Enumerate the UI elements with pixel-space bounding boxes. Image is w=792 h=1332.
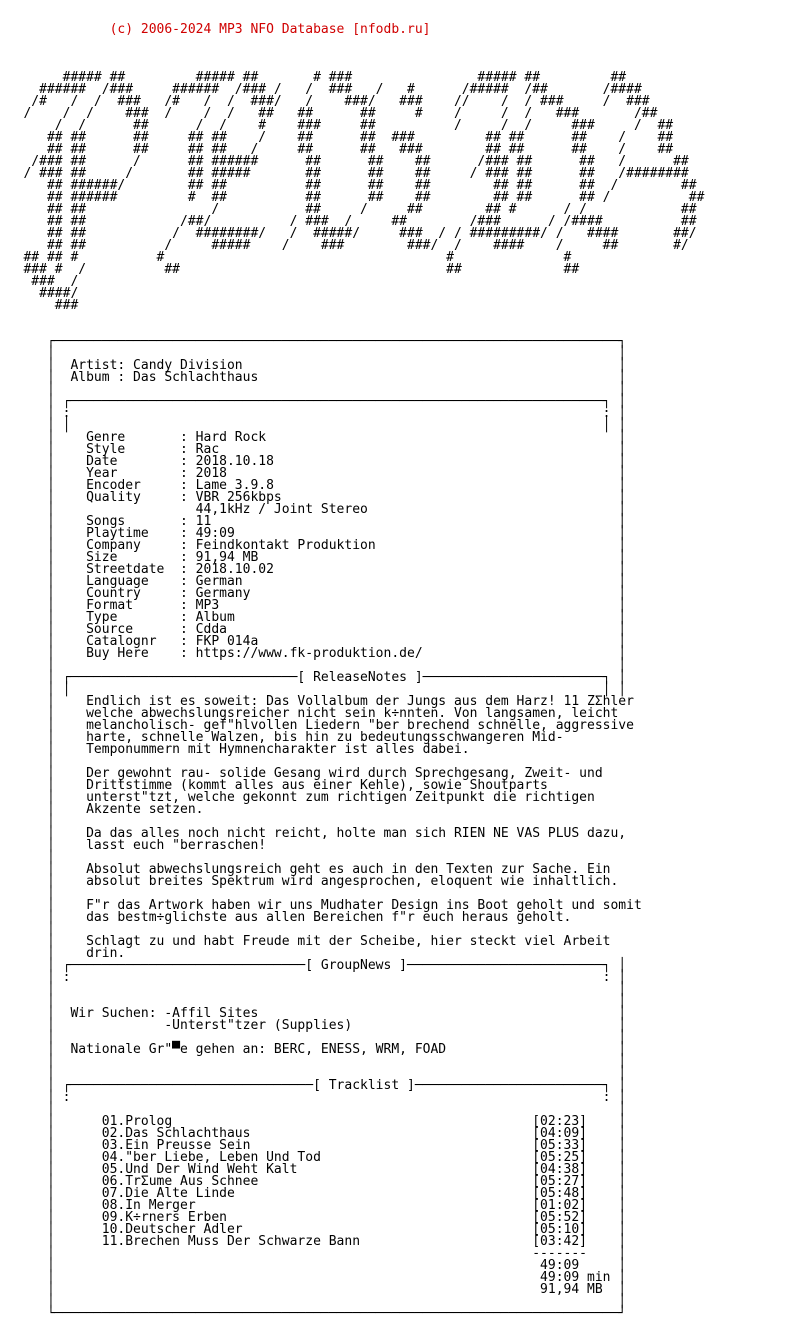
nfo-line: │ Style : Rac │ xyxy=(0,442,627,457)
nfo-line: │ │ xyxy=(0,346,627,361)
nfo-line: │ Temponummern mit Hymnencharakter ist alles dabei. xyxy=(0,742,470,757)
nfo-line: /# / / ### /# / / ###/ / ###/ ### // / / ### / ### xyxy=(0,94,650,109)
nfo-line: │ 04."ber Liebe, Leben Und Tod [05:25] │ xyxy=(0,1150,627,1165)
nfo-line: │ │ xyxy=(0,994,627,1009)
nfo-line xyxy=(0,312,792,324)
nfo-line: ### / xyxy=(0,274,79,289)
nfo-line: │ drin. xyxy=(0,946,126,961)
nfo-line: │ ------- │ xyxy=(0,1246,627,1261)
nfo-line: ## ######/ ## ## ## ## ## ## ## ## / ## xyxy=(0,178,697,193)
nfo-line: │ Wir Suchen: -Affil Sites │ xyxy=(0,1006,627,1021)
nfo-line: │ 02.Das Schlachthaus [04:09] │ xyxy=(0,1126,627,1141)
nfo-line: │ │ xyxy=(0,1030,627,1045)
nfo-line: │ Akzente setzen. xyxy=(0,802,204,817)
nfo-line: ## ## ## ## ## / ## ## ### ## ## ## / ## xyxy=(0,142,674,157)
nfo-line: │ melancholisch- gef"hlvollen Liedern "ber brechend schnelle, aggressive xyxy=(0,718,634,733)
nfo-line: ┌────────────────────────────────────────────────────────────────────────┐ xyxy=(0,334,627,349)
nfo-line: │ Source : Cdda │ xyxy=(0,622,627,637)
nfo-line: │ Type : Album │ xyxy=(0,610,627,625)
nfo-line: │ : : │ xyxy=(0,970,627,985)
nfo-line: ## ## / ########/ / #####/ ### / / #########/ / #### ##/ xyxy=(0,226,697,241)
nfo-line: │ 05.Und Der Wind Weht Kalt [04:38] │ xyxy=(0,1162,627,1177)
nfo-line: │ 91,94 MB │ xyxy=(0,1282,627,1297)
nfo-line: │ Artist: Candy Division │ xyxy=(0,358,627,373)
nfo-line: │ : : │ xyxy=(0,406,627,421)
nfo-line: │ ┌─────────────────────────────[ ReleaseNotes ]───────────────────────┐ │ xyxy=(0,670,627,685)
nfo-line: │ 01.Prolog [02:23] │ xyxy=(0,1114,627,1129)
nfo-line: ##### ## ##### ## # ### ##### ## ## xyxy=(0,70,627,85)
nfo-line: │ │ xyxy=(0,1102,627,1117)
nfo-line: │ Endlich ist es soweit: Das Vollalbum der Jungs aus dem Harz! 11 ZΣhler xyxy=(0,694,634,709)
nfo-line: │ Da das alles noch nicht reicht, holte man sich RIEN NE VAS PLUS dazu, xyxy=(0,826,627,841)
nfo-line: ###### /### ###### /### / / ### / # /##### /## /#### xyxy=(0,82,642,97)
nfo-line: ####/ xyxy=(0,286,79,301)
nfo-line: ## ## / ## / ## ## # / / ## xyxy=(0,202,697,217)
nfo-line: │ │ xyxy=(0,982,627,997)
nfo-line: │ │ │ │ xyxy=(0,682,627,697)
nfo-line: │ Drittstimme (kommt alles aus einer Kehle), sowie Shoutparts xyxy=(0,778,548,793)
nfo-line: │ Schlagt zu und habt Freude mit der Scheibe, hier steckt viel Arbeit xyxy=(0,934,611,949)
nfo-line: │ Catalognr : FKP 014a │ xyxy=(0,634,627,649)
nfo-line: │ │ │ │ xyxy=(0,418,627,433)
nfo-line: │ harte, schnelle Walzen, bis hin zu bedeutungsschwangeren Mid- xyxy=(0,730,564,745)
nfo-body xyxy=(0,60,792,1320)
nfo-line: │ F"r das Artwork haben wir uns Mudhater Design ins Boot geholt und somit xyxy=(0,898,642,913)
nfo-line: │ Streetdate : 2018.10.02 │ xyxy=(0,562,627,577)
nfo-line: │ xyxy=(0,754,55,769)
nfo-line: │ 49:09 │ xyxy=(0,1258,627,1273)
nfo-line: │ xyxy=(0,922,55,937)
nfo-line: │ lasst euch "berraschen! xyxy=(0,838,267,853)
nfo-line: │ │ xyxy=(0,382,627,397)
nfo-line: │ Year : 2018 │ xyxy=(0,466,627,481)
nfo-line: │ 10.Deutscher Adler [05:10] │ xyxy=(0,1222,627,1237)
nfo-line: ## ## ## ## ## / ## ## ### ## ## ## / ## xyxy=(0,130,674,145)
nfo-line: │ │ xyxy=(0,1066,627,1081)
nfo-line: │ : : │ xyxy=(0,1090,627,1105)
nfo-line: │ 49:09 min │ xyxy=(0,1270,627,1285)
nfo-line: │ Format : MP3 │ xyxy=(0,598,627,613)
nfo-line: ### xyxy=(0,298,79,313)
nfo-line: │ unterst"tzt, welche gekonnt zum richtigen Zeitpunkt die richtigen xyxy=(0,790,595,805)
nfo-line: │ Date : 2018.10.18 │ xyxy=(0,454,627,469)
nfo-line: ### # / ## ## ## xyxy=(0,262,580,277)
nfo-line: │ xyxy=(0,850,55,865)
nfo-line: │ das bestm÷glichste aus allen Bereichen f"r euch heraus geholt. xyxy=(0,910,572,925)
nfo-line: │ │ xyxy=(0,1294,627,1309)
nfo-line: │ Songs : 11 │ xyxy=(0,514,627,529)
nfo-line: │ welche abwechslungsreicher nicht sein k÷nnten. Von langsamen, leicht xyxy=(0,706,619,721)
nfo-line: ## ## /##/ / ### / ## /### / /#### ## xyxy=(0,214,697,229)
nfo-line: /### ## / ## ###### ## ## ## /### ## ## / ## xyxy=(0,154,689,169)
nfo-line: │ Country : Germany │ xyxy=(0,586,627,601)
nfo-line: │ 03.Ein Preusse Sein [05:33] │ xyxy=(0,1138,627,1153)
nfo-header-copyright: (c) 2006-2024 MP3 NFO Database [nfodb.ru] xyxy=(0,22,431,37)
nfo-line: │ Language : German │ xyxy=(0,574,627,589)
nfo-line: │ 44,1kHz / Joint Stereo │ xyxy=(0,502,627,517)
nfo-line: │ Buy Here : https://www.fk-produktion.de/ │ xyxy=(0,646,627,661)
nfo-line: │ ┌──────────────────────────────[ GroupNews ]─────────────────────────┐ │ xyxy=(0,958,627,973)
nfo-line: │ ┌────────────────────────────────────────────────────────────────────┐ │ xyxy=(0,394,627,409)
nfo-line: │ 11.Brechen Muss Der Schwarze Bann [03:42] │ xyxy=(0,1234,627,1249)
nfo-line: │ Nationale Gr"▀e gehen an: BERC, ENESS, WRM, FOAD │ xyxy=(0,1042,627,1057)
nfo-line: │ Playtime : 49:09 │ xyxy=(0,526,627,541)
nfo-line: │ xyxy=(0,886,55,901)
nfo-line: / / / ### / / / ## ## ## # / / / ### /## xyxy=(0,106,658,121)
nfo-line: / ### ## / ## ##### ## ## ## / ### ## ## /######## xyxy=(0,166,689,181)
nfo-line: │ Encoder : Lame 3.9.8 │ xyxy=(0,478,627,493)
nfo-line: │ Company : Feindkontakt Produktion │ xyxy=(0,538,627,553)
nfo-line: ## ## # # # # xyxy=(0,250,572,265)
nfo-line: / / ## / / # ### ## / / / ### / ## xyxy=(0,118,674,133)
nfo-line: ## ###### # ## ## ## ## ## ## ## / ## xyxy=(0,190,705,205)
nfo-line: │ xyxy=(0,814,55,829)
nfo-line: │ 08.In Merger [01:02] │ xyxy=(0,1198,627,1213)
nfo-line: │ 09.K÷rners Erben [05:52] │ xyxy=(0,1210,627,1225)
nfo-line: │ -Unterst"tzer (Supplies) │ xyxy=(0,1018,627,1033)
nfo-line: │ │ xyxy=(0,1054,627,1069)
nfo-line: │ Genre : Hard Rock │ xyxy=(0,430,627,445)
nfo-line: │ 06.TrΣume Aus Schnee [05:27] │ xyxy=(0,1174,627,1189)
nfo-line: │ ┌───────────────────────────────[ Tracklist ]────────────────────────┐ │ xyxy=(0,1078,627,1093)
nfo-line: │ │ xyxy=(0,658,627,673)
nfo-line: │ 07.Die Alte Linde [05:48] │ xyxy=(0,1186,627,1201)
nfo-line: │ Absolut abwechslungsreich geht es auch in den Texten zur Sache. Ein xyxy=(0,862,611,877)
nfo-line: └────────────────────────────────────────────────────────────────────────┘ xyxy=(0,1306,627,1321)
nfo-line: │ Album : Das Schlachthaus │ xyxy=(0,370,627,385)
nfo-line: │ Size : 91,94 MB │ xyxy=(0,550,627,565)
nfo-line: │ Der gewohnt rau- solide Gesang wird durch Sprechgesang, Zweit- und xyxy=(0,766,603,781)
nfo-line: │ absolut breites Spektrum wird angesprochen, eloquent wie inhaltlich. xyxy=(0,874,619,889)
nfo-line: │ Quality : VBR 256kbps │ xyxy=(0,490,627,505)
nfo-line: ## ## / ##### / ### ###/ / #### / ## #/ xyxy=(0,238,689,253)
